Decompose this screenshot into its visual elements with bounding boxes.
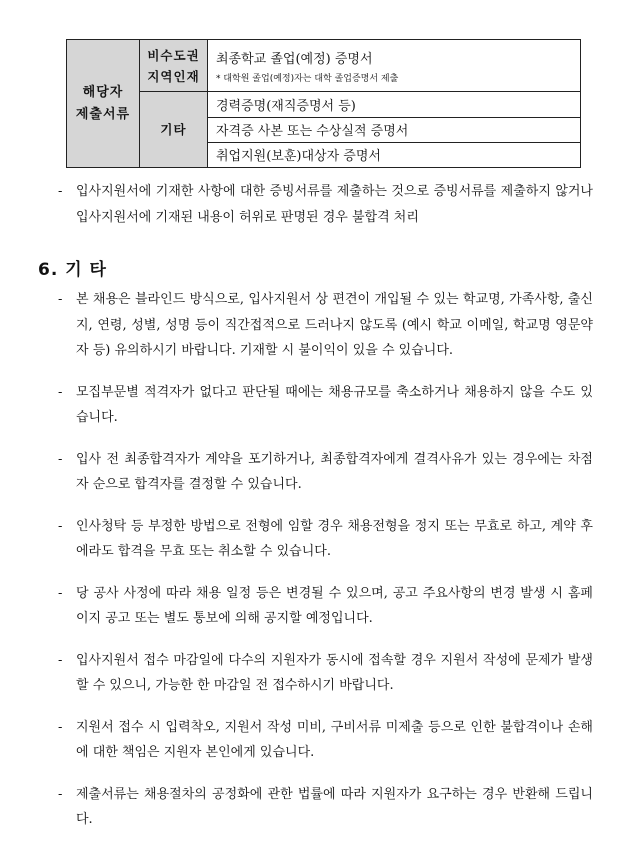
list-item <box>58 782 593 833</box>
other-label-cell: 기타 <box>140 92 208 168</box>
regional-label-line1: 비수도권 <box>147 47 200 63</box>
bullet-text: 모집부문별 적격자가 없다고 판단될 때에는 채용규모를 축소하거나 채용하지 않을 수도 있습니다. <box>76 384 593 425</box>
regional-label-line2: 지역인재 <box>147 68 200 84</box>
list-item <box>58 380 593 431</box>
group-label-line1: 해당자 <box>82 84 124 100</box>
bullet-dash: - <box>58 451 63 467</box>
bullet-text: 입사 전 최종합격자가 계약을 포기하거나, 최종합격자에게 결격사유가 있는 경우에는 차점자 순으로 합격자를 결정할 수 있습니다. <box>76 451 593 492</box>
list-item <box>58 514 593 565</box>
list-item <box>58 287 593 364</box>
list-item <box>58 648 593 699</box>
group-label-cell <box>67 40 140 168</box>
other-doc-cell: 경력증명(재직증명서 등) <box>208 92 581 117</box>
bullet-text: 인사청탁 등 부정한 방법으로 전형에 임할 경우 채용전형을 정지 또는 무효로 하고, 계약 후에라도 합격을 무효 또는 취소할 수 있습니다. <box>76 518 593 559</box>
bullet-dash: - <box>58 292 63 307</box>
list-item <box>58 447 593 498</box>
bullet-text: 지원서 접수 시 입력착오, 지원서 작성 미비, 구비서류 미제출 등으로 인한 불합격이나 손해에 대한 책임은 지원자 본인에게 있습니다. <box>76 719 593 760</box>
evidence-note <box>58 179 593 230</box>
bullet-dash: - <box>58 184 63 199</box>
misc-bullet-list <box>58 287 593 833</box>
group-label-line2: 제출서류 <box>75 106 131 122</box>
graduation-cert-text: 최종학교 졸업(예정) 증명서 <box>216 51 373 67</box>
bullet-text: 제출서류는 채용절차의 공정화에 관한 법률에 따라 지원자가 요구하는 경우 반환해 드립니다. <box>76 786 593 827</box>
graduation-cert-cell <box>208 40 581 92</box>
list-item <box>58 179 593 230</box>
bullet-dash: - <box>58 585 63 601</box>
list-item <box>58 715 593 766</box>
section-title: 6. 기 타 <box>38 260 107 280</box>
regional-talent-label-cell <box>140 40 208 92</box>
bullet-text: 입사지원서 접수 마감일에 다수의 지원자가 동시에 접속할 경우 지원서 작성에 문제가 발생할 수 있으니, 가능한 한 마감일 전 접수하시기 바랍니다. <box>76 652 593 693</box>
other-doc-cell: 자격증 사본 또는 수상실적 증명서 <box>208 117 581 142</box>
note-text: 입사지원서에 기재한 사항에 대한 증빙서류를 제출하는 것으로 증빙서류를 제출하지 않거나 입사지원서에 기재된 내용이 허위로 판명된 경우 불합격 처리 <box>76 184 593 225</box>
bullet-text: 본 채용은 블라인드 방식으로, 입사지원서 상 편견이 개입될 수 있는 학교명, 가족사항, 출신지, 연령, 성별, 성명 등이 직간접적으로 드러나지 않도록 (예시 학교 이메일, 학교명 영문약자 등) 유의하시기 바랍니다. 기재할 시 불이익이 있을 수 있습니다. <box>76 292 593 358</box>
other-doc-cell: 취업지원(보훈)대상자 증명서 <box>208 142 581 167</box>
graduate-school-note: * 대학원 졸업(예정)자는 대학 졸업증명서 제출 <box>216 73 399 84</box>
bullet-dash: - <box>58 652 63 668</box>
bullet-dash: - <box>58 719 63 735</box>
bullet-dash: - <box>58 786 63 802</box>
bullet-dash: - <box>58 384 63 400</box>
bullet-text: 당 공사 사정에 따라 채용 일정 등은 변경될 수 있으며, 공고 주요사항의 변경 발생 시 홈페이지 공고 또는 별도 통보에 의해 공지할 예정입니다. <box>76 585 593 626</box>
bullet-dash: - <box>58 518 63 534</box>
list-item <box>58 581 593 632</box>
table-row <box>67 40 581 92</box>
table-row <box>67 92 581 117</box>
submission-documents-table <box>66 39 581 168</box>
